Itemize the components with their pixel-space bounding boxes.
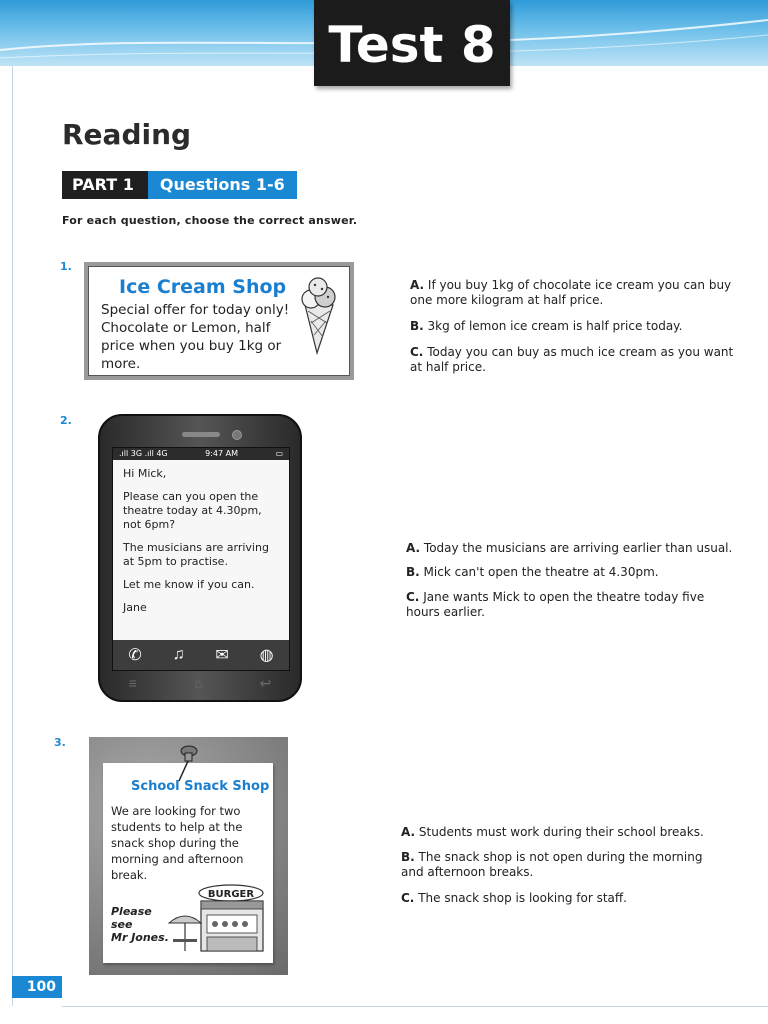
- contact-line: Mr Jones.: [111, 931, 169, 944]
- option-letter: B.: [406, 565, 420, 579]
- snack-shop-illustration: [165, 883, 265, 953]
- question-number: 1.: [60, 260, 72, 273]
- question-number: 3.: [54, 736, 66, 749]
- message-paragraph: Let me know if you can.: [123, 578, 255, 591]
- question-number: 2.: [60, 414, 72, 427]
- phone-illustration: [98, 414, 302, 702]
- option-b[interactable]: [410, 319, 740, 334]
- page-number: 100: [12, 976, 62, 998]
- option-c[interactable]: [401, 891, 741, 906]
- option-letter: C.: [401, 891, 415, 905]
- part-label: PART 1: [62, 171, 148, 199]
- footer-divider: [62, 1006, 768, 1007]
- option-text: Today the musicians are arriving earlier than usual.: [423, 541, 733, 555]
- option-letter: C.: [406, 590, 420, 604]
- option-letter: A.: [410, 278, 425, 292]
- option-a[interactable]: [410, 278, 740, 308]
- app-dock: [113, 640, 289, 670]
- phone-camera: [232, 430, 242, 440]
- option-text: Jane wants Mick to open the theatre today five hours earlier.: [406, 590, 705, 619]
- option-letter: B.: [401, 850, 415, 864]
- option-text: The snack shop is looking for staff.: [418, 891, 627, 905]
- status-bar: [113, 448, 289, 460]
- option-a[interactable]: [401, 825, 741, 840]
- option-text: 3kg of lemon ice cream is half price today.: [427, 319, 683, 333]
- option-text: Mick can't open the theatre at 4.30pm.: [423, 565, 659, 579]
- option-text: Today you can buy as much ice cream as you want at half price.: [410, 345, 734, 374]
- sign-body: Special offer for today only! Chocolate or Lemon, half price when you buy 1kg or more.: [101, 302, 290, 372]
- option-b[interactable]: [401, 850, 721, 880]
- message-sign-off: Jane: [123, 601, 147, 614]
- page-margin-line: [12, 66, 13, 1006]
- ice-cream-sign: [84, 262, 354, 380]
- notice-contact: [111, 905, 169, 944]
- push-pin-icon: [173, 743, 199, 783]
- back-icon: ↩: [259, 675, 272, 691]
- message-paragraph: The musicians are arriving at 5pm to practise.: [123, 541, 269, 568]
- menu-icon: ≡: [128, 675, 137, 691]
- option-text: The snack shop is not open during the morning and afternoon breaks.: [401, 850, 703, 879]
- contact-line: Please: [111, 905, 152, 918]
- signal-indicator: .ıll 3G .ıll 4G: [119, 449, 168, 458]
- ice-cream-cone-icon: [293, 275, 343, 355]
- part-questions-range: Questions 1-6: [148, 171, 297, 199]
- option-text: Students must work during their school breaks.: [418, 825, 704, 839]
- option-c[interactable]: [406, 590, 726, 620]
- option-c[interactable]: [410, 345, 740, 375]
- message-paragraph: Please can you open the theatre today at 4.30pm, not 6pm?: [123, 490, 262, 531]
- contact-line: see: [111, 918, 133, 931]
- phone-speaker: [182, 432, 220, 437]
- message-greeting: Hi Mick,: [123, 467, 167, 480]
- phone-screen: [112, 447, 290, 671]
- shop-sign-text: BURGER: [207, 889, 255, 900]
- phone-nav-bar: [100, 675, 300, 692]
- option-b[interactable]: [406, 565, 746, 580]
- music-icon: ♫: [172, 646, 185, 663]
- instruction-text: For each question, choose the correct answer.: [62, 214, 358, 227]
- home-icon: ⌂: [193, 675, 203, 691]
- globe-icon: ◍: [259, 647, 274, 664]
- option-letter: A.: [406, 541, 421, 555]
- status-time: 9:47 AM: [205, 449, 238, 458]
- option-letter: A.: [401, 825, 416, 839]
- part-header: [62, 171, 297, 199]
- notice-body: We are looking for two students to help at the snack shop during the morning and afternoon break.: [111, 804, 244, 882]
- notice-title: School Snack Shop: [131, 779, 270, 794]
- mail-icon: ✉: [215, 647, 229, 664]
- notice-board: [89, 737, 288, 975]
- notice-paper: [103, 763, 273, 963]
- text-message: [113, 460, 289, 615]
- phone-call-icon: ✆: [128, 647, 142, 664]
- battery-icon: ▭: [275, 449, 283, 458]
- option-text: If you buy 1kg of chocolate ice cream you can buy one more kilogram at half price.: [410, 278, 732, 307]
- section-title: Reading: [62, 118, 192, 151]
- option-a[interactable]: [406, 541, 746, 556]
- sign-title: Ice Cream Shop: [119, 276, 287, 298]
- test-title: Test 8: [314, 0, 510, 86]
- option-letter: C.: [410, 345, 424, 359]
- option-letter: B.: [410, 319, 424, 333]
